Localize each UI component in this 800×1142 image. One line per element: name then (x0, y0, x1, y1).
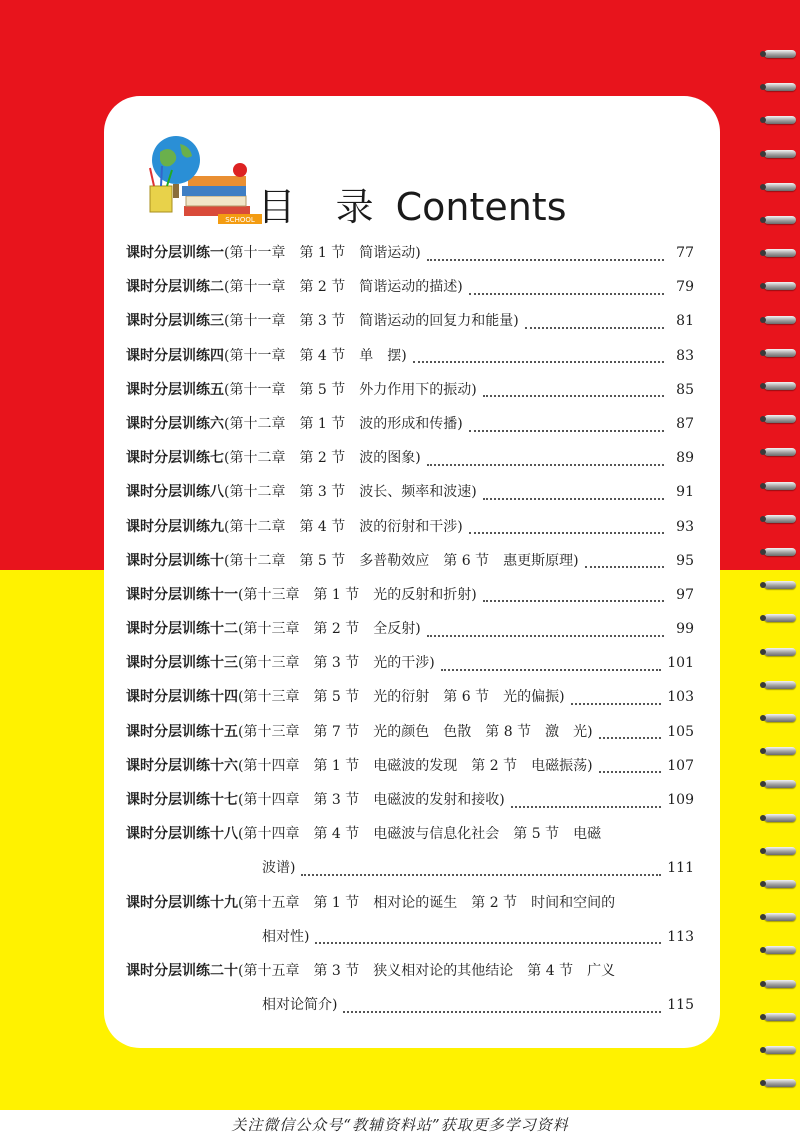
toc-line (126, 441, 694, 475)
toc-description: (第十三章 第 1 节 光的反射和折射) (238, 586, 477, 603)
toc-page-number: 91 (676, 484, 694, 501)
toc-page-number: 77 (676, 245, 694, 261)
toc-line (126, 612, 694, 646)
spiral-coil (764, 382, 796, 390)
toc-leader-dots (441, 668, 662, 671)
spiral-coil (764, 482, 796, 490)
toc-page-number: 85 (676, 381, 694, 398)
spiral-coil (764, 581, 796, 589)
toc-description-continued: 相对论简介) (262, 997, 338, 1014)
toc-description: (第十二章 第 5 节 多普勒效应 第 6 节 惠更斯原理) (224, 552, 579, 569)
spiral-coil (764, 814, 796, 822)
toc-leader-dots (301, 873, 661, 876)
toc-description: (第十四章 第 1 节 电磁波的发现 第 2 节 电磁振荡) (238, 757, 593, 774)
spiral-coil (764, 83, 796, 91)
spiral-coil (764, 1013, 796, 1021)
spiral-coil (764, 1079, 796, 1087)
toc-page-number: 87 (676, 415, 694, 432)
toc-description: (第十一章 第 3 节 简谐运动的回复力和能量) (224, 313, 519, 330)
toc-page-number: 113 (667, 928, 694, 945)
toc-entry[interactable] (126, 680, 694, 714)
toc-line (126, 646, 694, 680)
toc-leader-dots (469, 531, 664, 534)
toc-page-number: 115 (667, 997, 694, 1014)
spiral-coil (764, 448, 796, 456)
toc-line (126, 475, 694, 509)
toc-description: (第十一章 第 5 节 外力作用下的振动) (224, 381, 477, 398)
toc-leader-dots (427, 463, 664, 466)
toc-lesson: 课时分层训练八 (126, 484, 224, 501)
toc-page-number: 109 (667, 792, 694, 808)
toc-entry[interactable] (126, 783, 694, 817)
spiral-coil (764, 780, 796, 788)
toc-entry[interactable] (126, 544, 694, 578)
spiral-coil (764, 913, 796, 921)
toc-line (126, 783, 694, 817)
spiral-coil (764, 282, 796, 290)
toc-line (126, 304, 694, 338)
toc-entry[interactable] (126, 339, 694, 373)
toc-leader-dots (427, 258, 664, 261)
toc-page-number: 111 (667, 860, 694, 877)
toc-page-number: 95 (676, 552, 694, 569)
toc-line (126, 954, 694, 988)
toc-lesson: 课时分层训练六 (126, 415, 224, 432)
contents-card (104, 96, 720, 1048)
toc-leader-dots (427, 634, 664, 637)
toc-entry[interactable] (126, 236, 694, 270)
toc-description: (第十二章 第 3 节 波长、频率和波速) (224, 484, 477, 501)
toc-entry[interactable] (126, 817, 694, 885)
toc-lesson: 课时分层训练二 (126, 279, 224, 296)
toc-entry[interactable] (126, 407, 694, 441)
toc-line (126, 407, 694, 441)
toc-lesson: 课时分层训练二十 (126, 962, 238, 979)
toc-lesson: 课时分层训练十三 (126, 655, 238, 672)
spiral-coil (764, 183, 796, 191)
toc-lesson: 课时分层训练九 (126, 518, 224, 535)
spiral-coil (764, 946, 796, 954)
toc-description: (第十一章 第 4 节 单 摆) (224, 347, 407, 364)
spiral-coil (764, 216, 796, 224)
spiral-coil (764, 515, 796, 523)
toc-leader-dots (483, 599, 664, 602)
toc-leader-dots (483, 497, 664, 500)
toc-leader-dots (511, 805, 662, 808)
spiral-coil (764, 747, 796, 755)
toc-leader-dots (599, 770, 662, 773)
spiral-coil (764, 249, 796, 257)
toc-leader-dots (469, 429, 664, 432)
page-title (104, 176, 720, 231)
toc-page-number: 93 (676, 518, 694, 535)
toc-page-number: 107 (667, 757, 694, 774)
toc-leader-dots (413, 360, 664, 363)
spiral-binding (760, 40, 800, 1100)
toc-description-continued: 相对性) (262, 928, 310, 945)
spiral-coil (764, 648, 796, 656)
toc-page-number: 105 (667, 723, 694, 740)
toc-line-continued (126, 988, 694, 1022)
toc-page-number: 97 (676, 586, 694, 603)
table-of-contents (126, 236, 694, 1022)
toc-lesson: 课时分层训练十八 (126, 826, 238, 843)
toc-entry[interactable] (126, 886, 694, 954)
spiral-coil (764, 548, 796, 556)
toc-lesson: 课时分层训练十九 (126, 894, 238, 911)
toc-line (126, 236, 694, 270)
toc-entry[interactable] (126, 749, 694, 783)
spiral-coil (764, 614, 796, 622)
toc-leader-dots (585, 565, 664, 568)
spiral-coil (764, 847, 796, 855)
toc-line (126, 510, 694, 544)
toc-entry[interactable] (126, 954, 694, 1022)
toc-description: (第十三章 第 2 节 全反射) (238, 621, 421, 638)
spiral-coil (764, 50, 796, 58)
toc-description: (第十五章 第 1 节 相对论的诞生 第 2 节 时间和空间的 (238, 894, 616, 911)
toc-description-continued: 波谱) (262, 860, 296, 877)
toc-entry[interactable] (126, 304, 694, 338)
toc-line-continued (126, 920, 694, 954)
title-cn: 目 录 (257, 185, 388, 229)
toc-page-number: 101 (667, 655, 694, 672)
toc-description: (第十四章 第 3 节 电磁波的发射和接收) (238, 792, 505, 808)
toc-description: (第十三章 第 3 节 光的干涉) (238, 655, 435, 672)
toc-line (126, 749, 694, 783)
toc-lesson: 课时分层训练十四 (126, 689, 238, 706)
toc-page-number: 103 (667, 689, 694, 706)
toc-description: (第十二章 第 4 节 波的衍射和干涉) (224, 518, 463, 535)
toc-line (126, 715, 694, 749)
toc-line (126, 680, 694, 714)
logo-label: SCHOOL (225, 216, 255, 224)
toc-lesson: 课时分层训练十 (126, 552, 224, 569)
spiral-coil (764, 349, 796, 357)
toc-description: (第十三章 第 5 节 光的衍射 第 6 节 光的偏振) (238, 689, 565, 706)
toc-description: (第十一章 第 1 节 简谐运动) (224, 245, 421, 261)
spiral-coil (764, 116, 796, 124)
toc-leader-dots (483, 394, 664, 397)
toc-page-number: 89 (676, 450, 694, 467)
toc-line (126, 544, 694, 578)
spiral-coil (764, 316, 796, 324)
toc-description: (第十四章 第 4 节 电磁波与信息化社会 第 5 节 电磁 (238, 826, 602, 843)
toc-description: (第十三章 第 7 节 光的颜色 色散 第 8 节 激 光) (238, 723, 593, 740)
spiral-coil (764, 714, 796, 722)
toc-lesson: 课时分层训练十一 (126, 586, 238, 603)
toc-line (126, 578, 694, 612)
spiral-coil (764, 1046, 796, 1054)
toc-description: (第十一章 第 2 节 简谐运动的描述) (224, 279, 463, 296)
toc-page-number: 83 (676, 347, 694, 364)
toc-entry[interactable] (126, 441, 694, 475)
toc-line (126, 373, 694, 407)
toc-description: (第十二章 第 1 节 波的形成和传播) (224, 415, 463, 432)
toc-leader-dots (469, 292, 664, 295)
title-en: Contents (395, 185, 567, 229)
toc-entry[interactable] (126, 646, 694, 680)
footer-note: 关注微信公众号“教辅资料站”获取更多学习资料 (231, 1116, 569, 1134)
toc-line-continued (126, 851, 694, 885)
toc-entry[interactable] (126, 612, 694, 646)
toc-page-number: 79 (676, 279, 694, 296)
toc-entry[interactable] (126, 510, 694, 544)
toc-entry[interactable] (126, 578, 694, 612)
toc-lesson: 课时分层训练十五 (126, 723, 238, 740)
toc-lesson: 课时分层训练一 (126, 245, 224, 261)
spiral-coil (764, 980, 796, 988)
spiral-coil (764, 415, 796, 423)
toc-lesson: 课时分层训练三 (126, 313, 224, 330)
spiral-coil (764, 880, 796, 888)
toc-leader-dots (343, 1010, 661, 1013)
toc-page-number: 99 (676, 621, 694, 638)
toc-description: (第十五章 第 3 节 狭义相对论的其他结论 第 4 节 广义 (238, 962, 616, 979)
spiral-coil (764, 681, 796, 689)
toc-entry[interactable] (126, 270, 694, 304)
toc-line (126, 339, 694, 373)
toc-lesson: 课时分层训练十六 (126, 757, 238, 774)
toc-description: (第十二章 第 2 节 波的图象) (224, 450, 421, 467)
toc-line (126, 817, 694, 851)
toc-lesson: 课时分层训练七 (126, 450, 224, 467)
toc-line (126, 886, 694, 920)
toc-line (126, 270, 694, 304)
toc-leader-dots (315, 941, 661, 944)
toc-leader-dots (599, 736, 662, 739)
toc-lesson: 课时分层训练十二 (126, 621, 238, 638)
toc-entry[interactable] (126, 715, 694, 749)
toc-lesson: 课时分层训练五 (126, 381, 224, 398)
toc-lesson: 课时分层训练十七 (126, 792, 238, 808)
toc-entry[interactable] (126, 373, 694, 407)
toc-entry[interactable] (126, 475, 694, 509)
toc-leader-dots (571, 702, 662, 705)
toc-page-number: 81 (676, 313, 694, 330)
toc-leader-dots (525, 326, 664, 329)
toc-lesson: 课时分层训练四 (126, 347, 224, 364)
spiral-coil (764, 150, 796, 158)
